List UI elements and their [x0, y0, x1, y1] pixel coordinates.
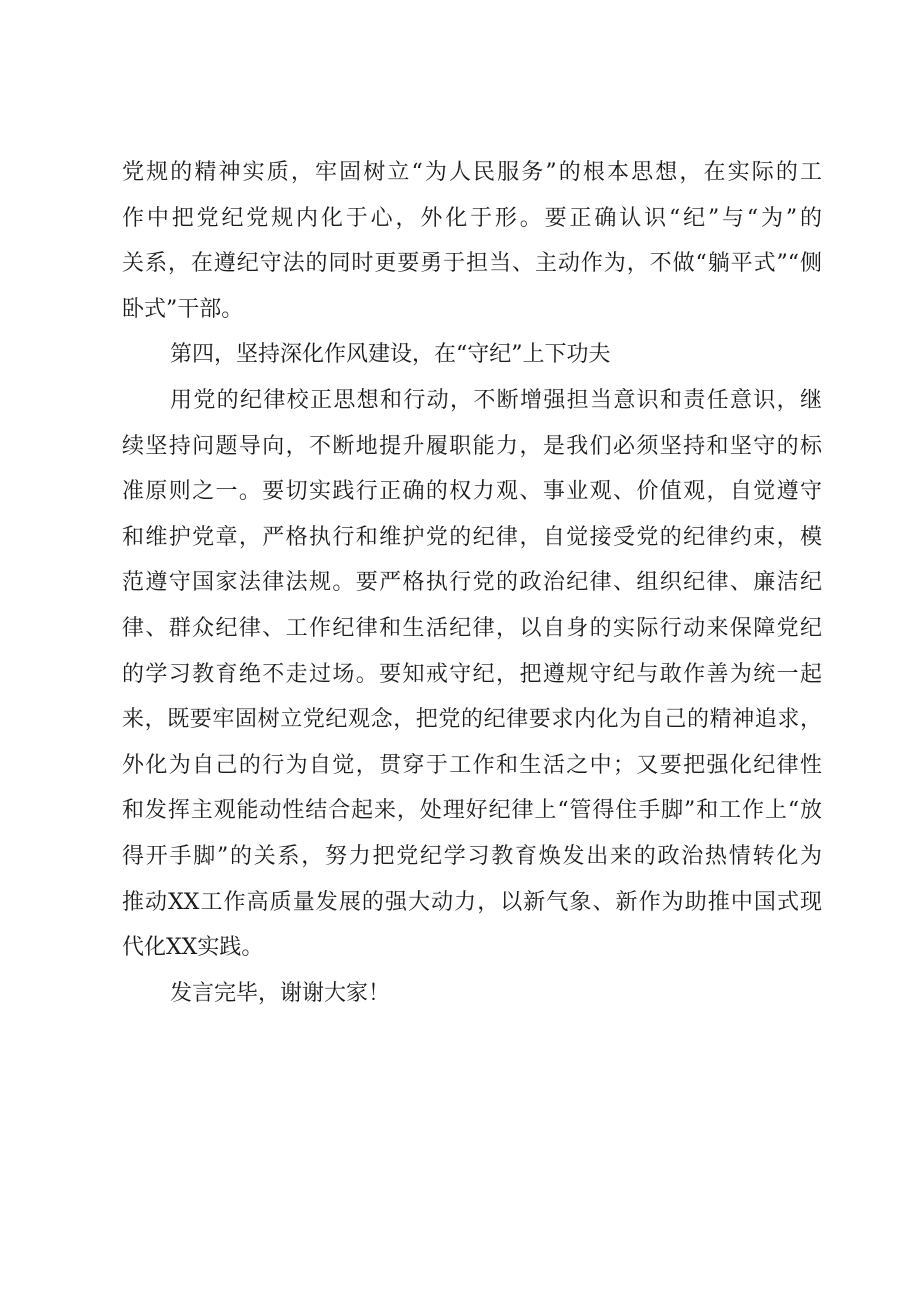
closing-remark: 发言完毕，谢谢大家！: [170, 980, 391, 1006]
text-line: 和发挥主观能动性结合起来，处理好纪律上“管得住手脚”和工作上“放: [122, 798, 822, 824]
text-line: 推动XX工作高质量发展的强大动力，以新气象、新作为助推中国式现: [122, 889, 822, 915]
text-line: 来，既要牢固树立党纪观念，把党的纪律要求内化为自己的精神追求，: [122, 707, 822, 733]
text-line: 代化XX实践。: [122, 935, 264, 961]
document-body: [122, 150, 822, 1016]
text-line: 和维护党章，严格执行和维护党的纪律，自觉接受党的纪律约束，模: [122, 524, 822, 550]
text-line: 续坚持问题导向，不断地提升履职能力，是我们必须坚持和坚守的标: [122, 433, 822, 459]
text-line: 关系，在遵纪守法的同时更要勇于担当、主动作为，不做“躺平式”“侧: [122, 251, 822, 277]
text-line: 外化为自己的行为自觉，贯穿于工作和生活之中；又要把强化纪律性: [122, 752, 822, 778]
text-line: 卧式”干部。: [122, 296, 244, 322]
text-line: 得开手脚”的关系，努力把党纪学习教育焕发出来的政治热情转化为: [122, 843, 822, 869]
text-line: 作中把党纪党规内化于心，外化于形。要正确认识“纪”与“为”的: [122, 205, 822, 231]
section-heading: 第四，坚持深化作风建设，在“守纪”上下功夫: [170, 342, 611, 368]
text-line: 用党的纪律校正思想和行动，不断增强担当意识和责任意识，继: [170, 387, 822, 413]
text-line: 律、群众纪律、工作纪律和生活纪律，以自身的实际行动来保障党纪: [122, 615, 822, 641]
text-line: 范遵守国家法律法规。要严格执行党的政治纪律、组织纪律、廉洁纪: [122, 570, 822, 596]
text-line: 的学习教育绝不走过场。要知戒守纪，把遵规守纪与敢作善为统一起: [122, 661, 822, 687]
text-line: 准原则之一。要切实践行正确的权力观、事业观、价值观，自觉遵守: [122, 479, 822, 505]
text-line: 党规的精神实质，牢固树立“为人民服务”的根本思想，在实际的工: [122, 160, 822, 185]
